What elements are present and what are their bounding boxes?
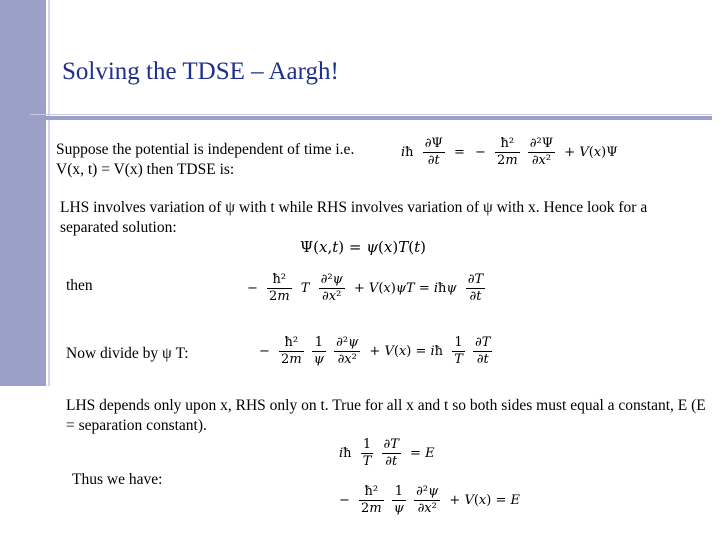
equation-separation: Ψ(x,t) = ψ(x)T(t) bbox=[300, 238, 426, 256]
slide-title: Solving the TDSE – Aargh! bbox=[62, 58, 339, 85]
paragraph-3: Now divide by ψ T: bbox=[66, 345, 189, 362]
equation-substituted: − $\frac{\text{ħ²}}{2m}$ T $\frac{\text{∂²ψ}}{\text{∂x²}}$ + V(x)ψT = iħψ $\frac{\partial T}{\partial t}$ bbox=[247, 272, 484, 304]
then-label: then bbox=[66, 277, 93, 294]
paragraph-1: Suppose the potential is independent of time i.e. V(x, t) = V(x) then TDSE is: bbox=[56, 141, 355, 178]
equation-space: − $\frac{\text{ħ²}}{2m}$ $\frac{1}{\psi}$ $\frac{\text{∂²ψ}}{\text{∂x²}}$ + V(x) = E bbox=[339, 484, 520, 516]
paragraph-5: Thus we have: bbox=[72, 471, 163, 488]
title-rule bbox=[30, 116, 712, 120]
left-accent-bar bbox=[0, 0, 46, 386]
equation-tdse: iħ $\frac{\partial\Psi}{\partial t}$ = − $\frac{\text{ħ²}}{2m}$ $\frac{\text{∂²Ψ}}{\text{∂x²}}$ + V(x)Ψ bbox=[401, 136, 618, 168]
equation-time: iħ $\frac{1}{T}$ $\frac{\partial T}{\partial t}$ = E bbox=[339, 437, 435, 469]
left-accent-line bbox=[48, 0, 50, 386]
equation-divided: − $\frac{\text{ħ²}}{2m}$ $\frac{1}{\psi}$ $\frac{\text{∂²ψ}}{\text{∂x²}}$ + V(x) = iħ $\frac{1}{T}$ $\frac{\partial T}{\partial t}$ bbox=[259, 335, 491, 367]
paragraph-4: LHS depends only upon x, RHS only on t. True for all x and t so both sides must equal a constant, E (E = separation constant). bbox=[66, 397, 706, 434]
paragraph-2: LHS involves variation of ψ with t while RHS involves variation of ψ with x. Hence look for a separated solution: bbox=[60, 199, 648, 236]
title-rule-highlight bbox=[30, 114, 712, 115]
